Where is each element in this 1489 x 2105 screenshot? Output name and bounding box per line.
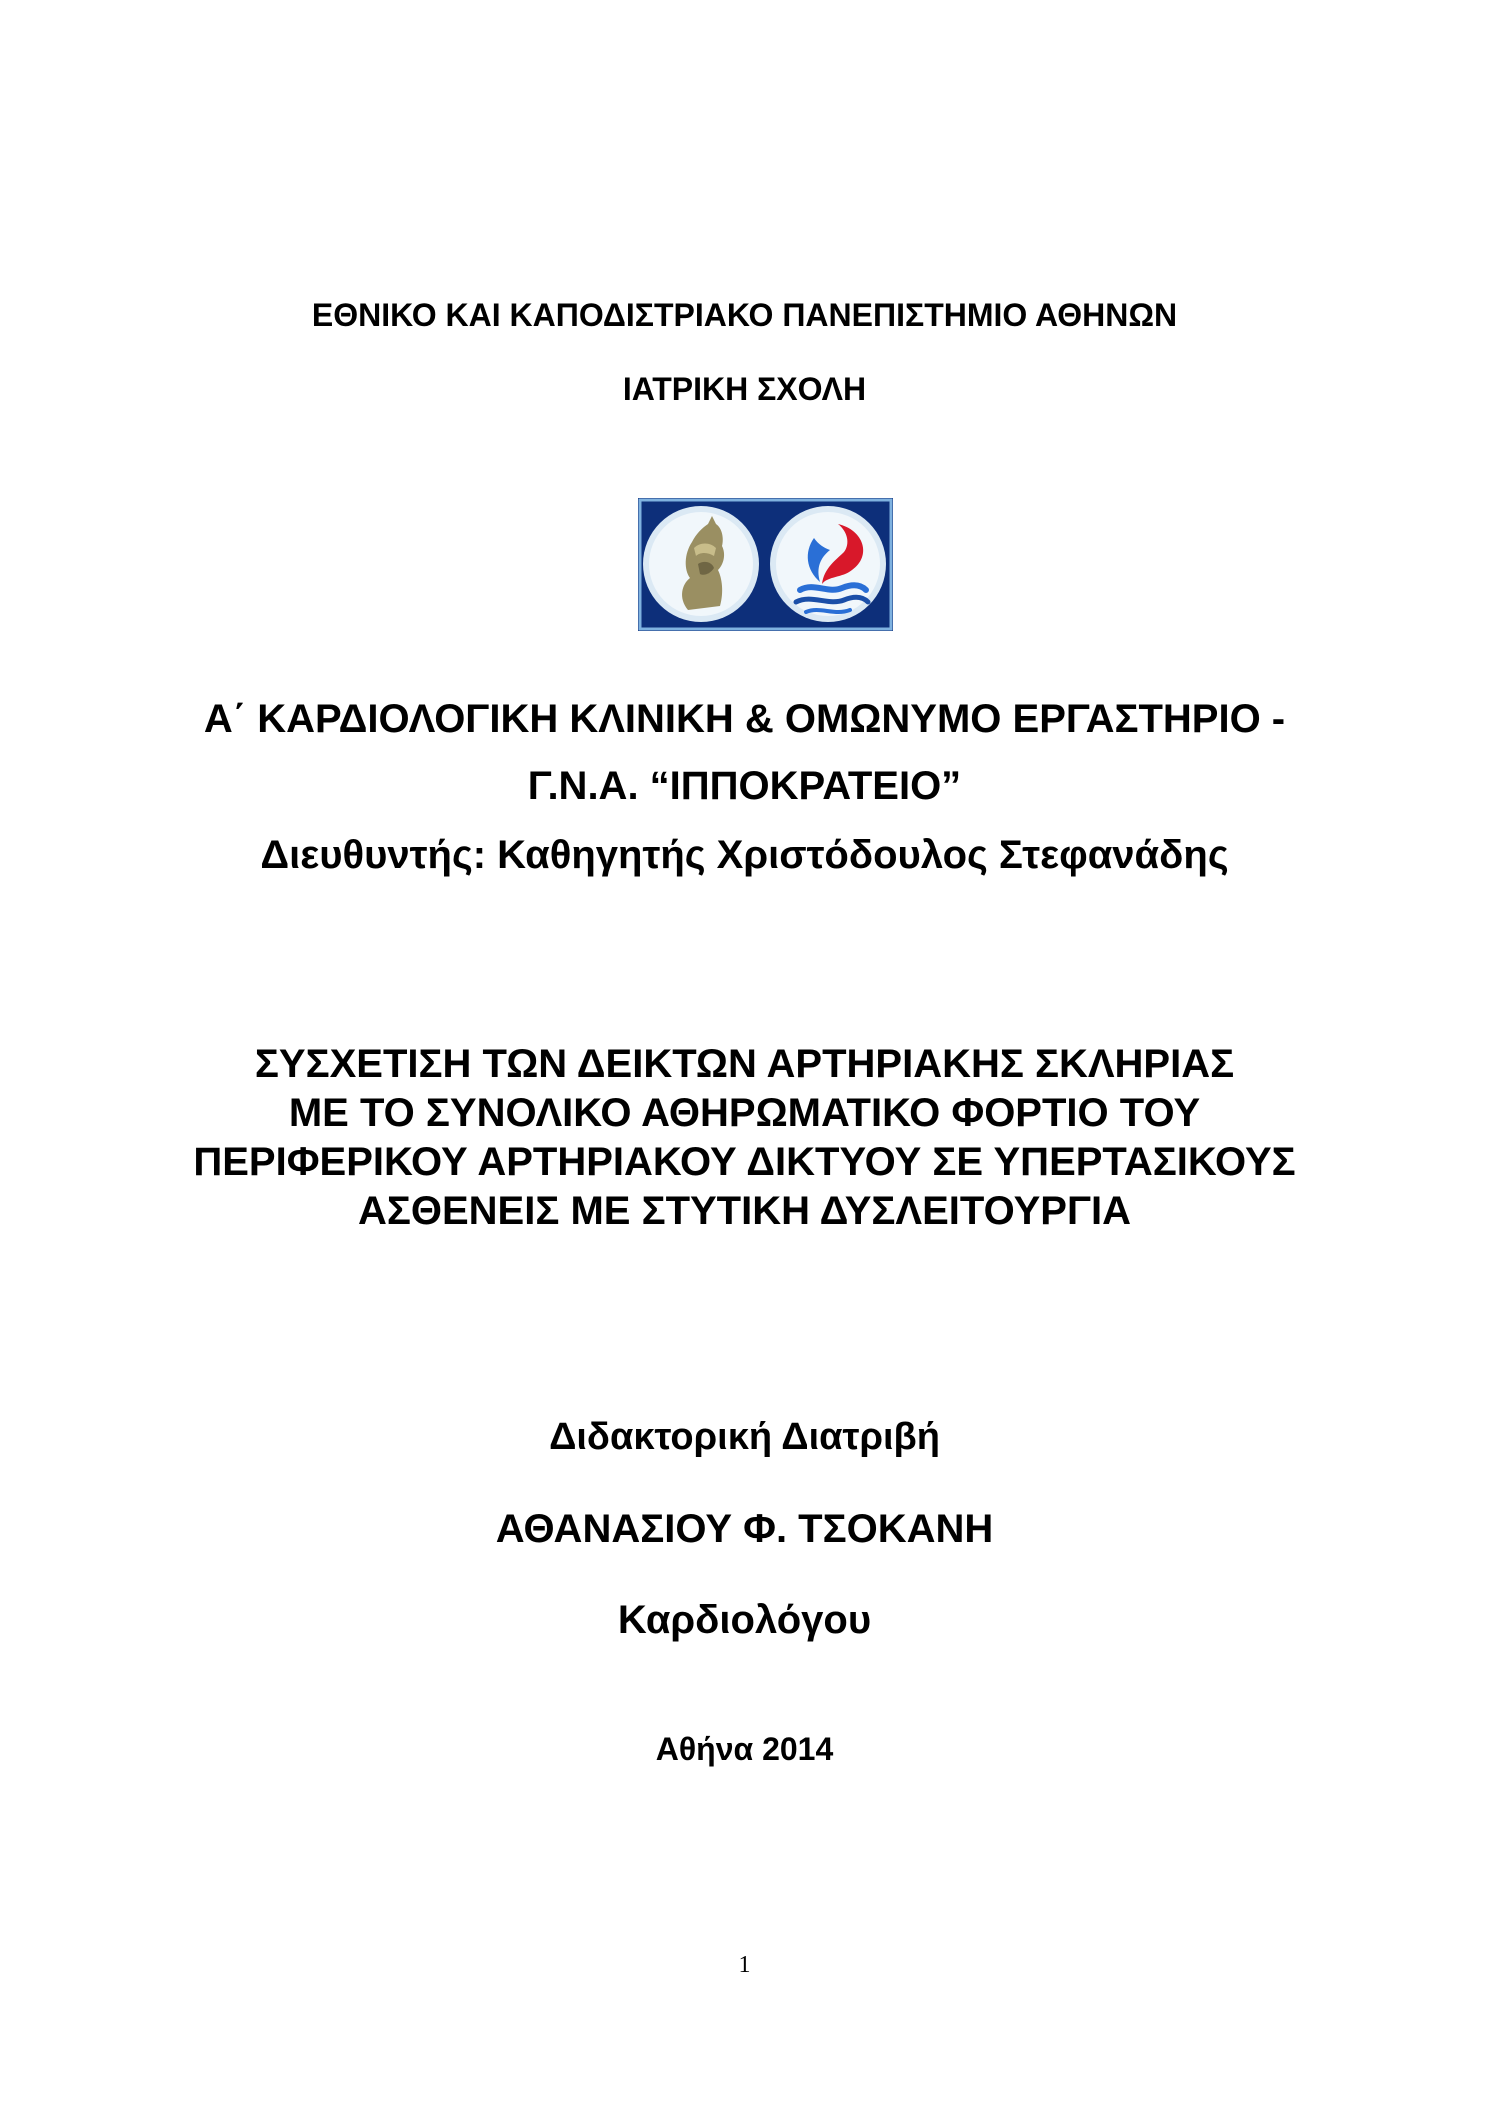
thesis-title-line-1: ΣΥΣΧΕΤΙΣΗ ΤΩΝ ΔΕΙΚΤΩΝ ΑΡΤΗΡΙΑΚΗΣ ΣΚΛΗΡΙΑΣ [254, 1042, 1235, 1086]
clinic-director: Διευθυντής: Καθηγητής Χριστόδουλος Στεφανάδης [260, 833, 1229, 877]
university-logo [638, 498, 893, 631]
page-number: 1 [738, 1952, 751, 1978]
hospital-name: Γ.Ν.Α. “ΙΠΠΟΚΡΑΤΕΙΟ” [527, 764, 962, 808]
athena-head-icon [643, 506, 759, 622]
author-role: Καρδιολόγου [617, 1598, 872, 1642]
torch-flame-icon [770, 506, 886, 622]
document-type: Διδακτορική Διατριβή [549, 1416, 940, 1458]
thesis-title-line-3: ΠΕΡΙΦΕΡΙΚΟΥ ΑΡΤΗΡΙΑΚΟΥ ΔΙΚΤΥΟΥ ΣΕ ΥΠΕΡΤΑΣΙΚΟΥΣ [193, 1140, 1296, 1184]
university-name: ΕΘΝΙΚΟ ΚΑΙ ΚΑΠΟΔΙΣΤΡΙΑΚΟ ΠΑΝΕΠΙΣΤΗΜΙΟ ΑΘΗΝΩΝ [311, 297, 1178, 333]
thesis-title-line-4: ΑΣΘΕΝΕΙΣ ΜΕ ΣΤΥΤΙΚΗ ΔΥΣΛΕΙΤΟΥΡΓΙΑ [357, 1189, 1132, 1233]
school-name: ΙΑΤΡΙΚΗ ΣΧΟΛΗ [622, 371, 867, 407]
clinic-name: Α΄ ΚΑΡΔΙΟΛΟΓΙΚΗ ΚΛΙΝΙΚΗ & ΟΜΩΝΥΜΟ ΕΡΓΑΣΤΗΡΙΟ - [203, 697, 1286, 741]
thesis-title-line-2: ΜΕ ΤΟ ΣΥΝΟΛΙΚΟ ΑΘΗΡΩΜΑΤΙΚΟ ΦΟΡΤΙΟ ΤΟΥ [288, 1091, 1201, 1135]
author-name: ΑΘΑΝΑΣΙΟΥ Φ. ΤΣΟΚΑΝΗ [495, 1507, 994, 1551]
place-date: Αθήνα 2014 [655, 1731, 834, 1767]
